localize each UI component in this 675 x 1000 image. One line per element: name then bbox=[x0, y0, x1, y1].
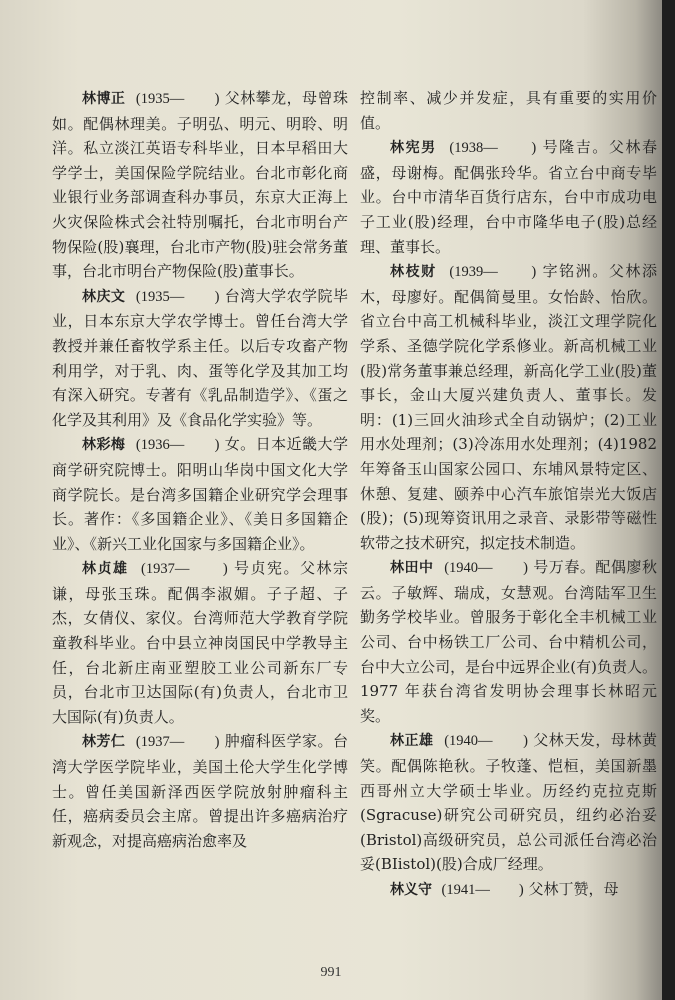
biography-text: 肿瘤科医学家。台湾大学医学院毕业，美国土伦大学生化学博士。曾任美国新泽西医学院放射肿瘤科主任，癌病委员会主席。曾提出许多癌病治疗新观念，对提高癌病治愈率及 bbox=[52, 732, 348, 850]
biography-text: 父林天发，母林黄笑。配偶陈艳秋。子牧蓬、恺桓，美国新墨西哥州立大学硕士毕业。历经约克拉克斯(Sgracuse)研究公司研究员，纽约必治妥(Bristol)高级研究员，总公司派任台湾必治妥(BIistol)(股)合成厂经理。 bbox=[360, 731, 657, 874]
page-number: 991 bbox=[320, 965, 342, 980]
right-column bbox=[360, 86, 657, 903]
biography-text: 号隆吉。父林春盛，母谢梅。配偶张玲华。省立台中商专毕业。台中市清华百货行店东，台中市成功电子工业(股)经理，台中市隆华电子(股)总经理、董事长。 bbox=[360, 138, 657, 256]
person-name: 林义守 bbox=[390, 882, 432, 898]
biography-entry bbox=[52, 284, 348, 433]
person-name: 林彩梅 bbox=[82, 437, 126, 454]
life-dates: (1941— ) bbox=[441, 882, 524, 898]
biography-text: 号贞宪。父林宗谦，母张玉珠。配偶李淑媚。子子超、子杰，女倩仪、家仪。台湾师范大学教育学院童教科毕业。台中县立神岗国民中学教导主任，台北新庄南亚塑胶工业公司新东厂专员，台北市卫达国际(有)负责人，台北市卫大国际(有)负责人。 bbox=[52, 559, 348, 726]
biography-entry bbox=[360, 135, 657, 259]
person-name: 林博正 bbox=[82, 91, 126, 107]
biography-text: 父林攀龙，母曾珠如。配偶林理美。子明弘、明元、明聆、明洋。私立淡江英语专科毕业，日本早稻田大学学士，美国保险学院结业。台北市彰化商业银行业务部调查科办事员，东京大正海上火灾保险株式会社特別嘱托，台北市明台产物保险(股)襄理，台北市产物(股)驻会常务董事，台北市明台产物保险(股)董事长。 bbox=[52, 89, 348, 281]
biography-entry bbox=[360, 728, 657, 877]
biography-entry bbox=[52, 86, 348, 284]
biography-text: 女。日本近畿大学商学研究院博士。阳明山华岗中国文化大学商学院长。是台湾多国籍企业研究学会理事长。著作：《多国籍企业》、《美日多国籍企业》、《新兴工业化国家与多国籍企业》。 bbox=[52, 435, 348, 553]
biography-entry bbox=[52, 432, 348, 556]
person-name: 林田中 bbox=[390, 560, 434, 577]
biography-entry bbox=[360, 877, 657, 903]
biography-entry bbox=[360, 259, 657, 555]
person-name: 林庆文 bbox=[82, 288, 126, 305]
person-name: 林枝财 bbox=[390, 264, 437, 281]
person-name: 林正雄 bbox=[390, 733, 434, 750]
biography-text: 台湾大学农学院毕业，日本东京大学农学博士。曾任台湾大学教授并兼任畜牧学系主任。以后专攻畜产物利用学，对于乳、肉、蛋等化学及其加工均有深入研究。专著有《乳品制造学》、《蛋之化学及其利用》及《食品化学实验》等。 bbox=[52, 286, 348, 429]
biography-entry bbox=[360, 555, 657, 728]
biography-text: 控制率、减少并发症，具有重要的实用价值。 bbox=[360, 89, 657, 132]
biography-text: 字铭洲。父林添木，母廖好。配偶简曼里。女怡龄、怡欣。省立台中高工机械科毕业，淡江文理学院化学系、圣德学院化学系修业。新高机械工业(股)常务董事兼总经理，新高化学工业(股)董事长，金山大厦兴建负责人、董事长。发明：(1)三回火油珍式全自动锅炉；(2)工业用水处理剂；(3)冷冻用水处理剂；(4)1982 年筹备玉山国家公园口、东埔风景特定区、休憩、复建、颐养中心汽车旅馆崇光大饭店(股)；(5)现筹资讯用之录音、录影带等磁性软带之技术研究，拟定技术制造。 bbox=[360, 262, 657, 552]
left-column bbox=[52, 86, 348, 853]
biography-entry bbox=[52, 556, 348, 729]
life-dates: (1936— ) bbox=[135, 437, 220, 454]
life-dates: (1937— ) bbox=[141, 561, 228, 578]
life-dates: (1940— ) bbox=[444, 733, 528, 750]
life-dates: (1935— ) bbox=[135, 288, 220, 305]
life-dates: (1940— ) bbox=[444, 560, 528, 577]
life-dates: (1939— ) bbox=[449, 264, 537, 281]
life-dates: (1935— ) bbox=[135, 91, 220, 107]
biography-continuation bbox=[360, 86, 657, 135]
life-dates: (1938— ) bbox=[449, 140, 537, 157]
person-name: 林芳仁 bbox=[82, 734, 126, 751]
biography-entry bbox=[52, 729, 348, 853]
biography-text: 父林丁赞，母 bbox=[528, 880, 619, 898]
life-dates: (1937— ) bbox=[135, 734, 220, 751]
person-name: 林贞雄 bbox=[82, 561, 129, 578]
biography-text: 号万春。配偶廖秋云。子敏辉、瑞成，女慧观。台湾陆军卫生勤务学校毕业。曾服务于彰化全丰机械工业公司、台中杨铁工厂公司、台中精机公司，台中大立公司，是台中远界企业(有)负责人。1977 年获台湾省发明协会理事长林昭元奖。 bbox=[360, 558, 657, 725]
person-name: 林宪男 bbox=[390, 140, 437, 157]
